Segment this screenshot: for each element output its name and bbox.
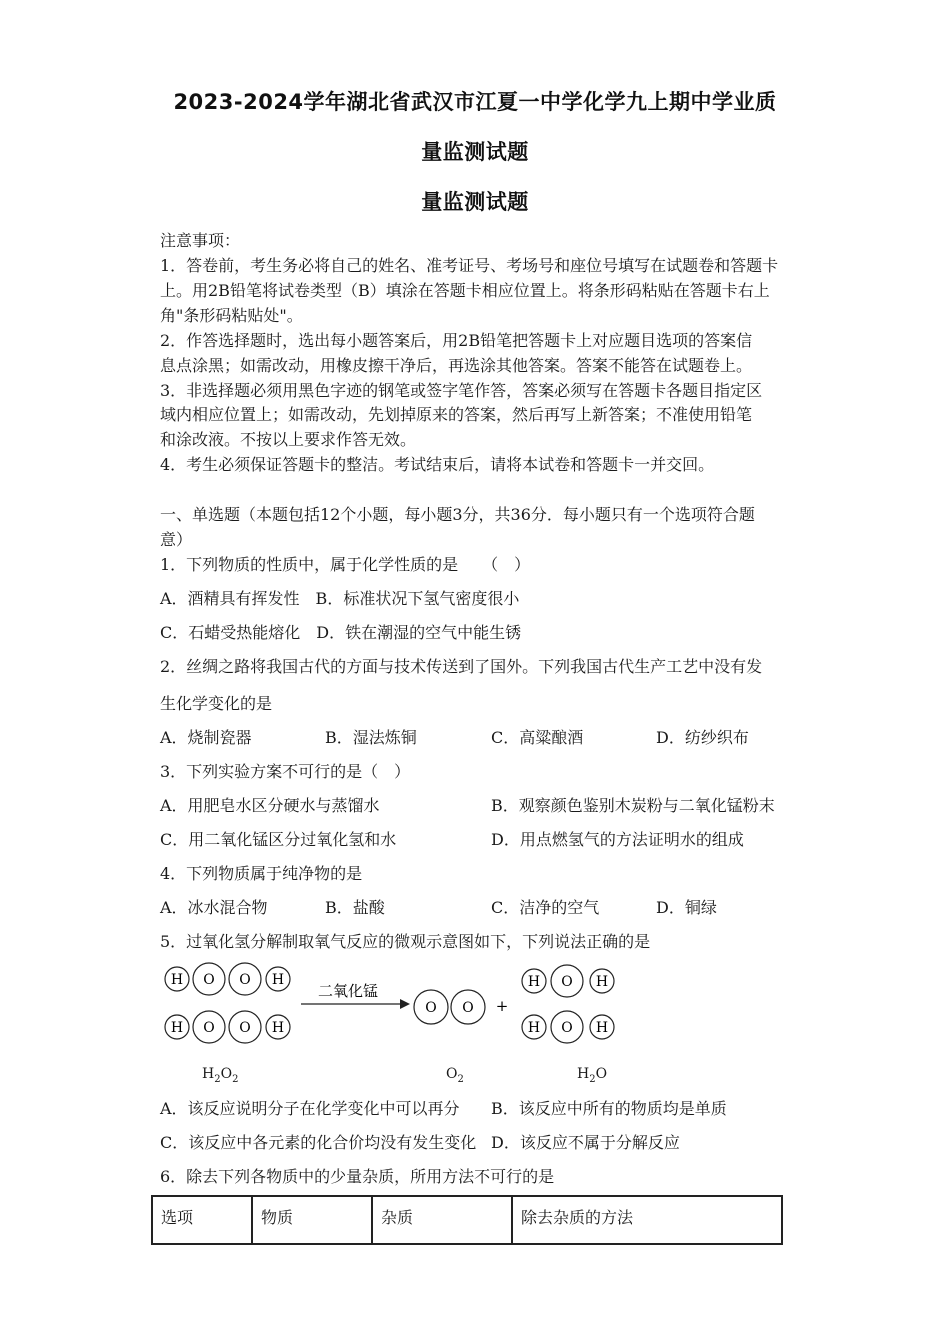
notice-line: 4．考生必须保证答题卡的整洁。考试结束后，请将本试卷和答题卡一并交回。 (160, 455, 715, 474)
notice-line: 域内相应位置上；如需改动，先划掉原来的答案，然后再写上新答案；不准使用铅笔 (160, 405, 753, 424)
section-heading-line-2: 意） (160, 530, 193, 549)
question-5-option-c: C．该反应中各元素的化合价均没有发生变化 (160, 1133, 477, 1152)
question-6-stem: 6．除去下列各物质中的少量杂质，所用方法不可行的是 (160, 1167, 555, 1186)
table-header-cell: 物质 (252, 1196, 372, 1244)
question-4-option-c: C．洁净的空气 (491, 898, 600, 917)
question-3-option-b: B．观察颜色鉴别木炭粉与二氧化锰粉末 (491, 796, 775, 815)
atom-symbol: O (203, 1020, 215, 1036)
formula-h2o2: $H_2O_2$ (202, 1066, 239, 1085)
question-2-option-a: A．烧制瓷器 (160, 728, 252, 747)
table-header-cell: 除去杂质的方法 (512, 1196, 782, 1244)
atom-symbol: H (527, 1020, 541, 1036)
question-1-options-row-2: C．石蜡受热能熔化 D．铁在潮湿的空气中能生锈 (160, 623, 522, 642)
atom-symbol: H (271, 1020, 285, 1036)
h2o2-molecule (165, 963, 290, 995)
impurity-table (151, 1195, 783, 1245)
atom-symbol: H (271, 972, 285, 988)
table-header-cell: 选项 (152, 1196, 252, 1244)
h2o-molecule (522, 1011, 614, 1043)
question-3-stem: 3．下列实验方案不可行的是（ ） (160, 762, 411, 781)
atom-symbol: O (203, 972, 215, 988)
notice-line: 1．答卷前，考生务必将自己的姓名、准考证号、考场号和座位号填写在试题卷和答题卡 (160, 256, 779, 275)
question-1-stem: 1．下列物质的性质中，属于化学性质的是 （ ） (160, 555, 531, 574)
question-4-option-b: B．盐酸 (325, 898, 385, 917)
catalyst-label: 二氧化锰 (317, 982, 379, 1000)
notice-line: 角"条形码粘贴处"。 (160, 306, 303, 325)
formula-h2o: $H_2O$ (577, 1066, 608, 1085)
atom-symbol: H (170, 1020, 184, 1036)
question-2-option-d: D．纺纱织布 (656, 728, 749, 747)
question-5-stem: 5．过氧化氢分解制取氧气反应的微观示意图如下，下列说法正确的是 (160, 932, 651, 951)
question-2-option-c: C．高粱酿酒 (491, 728, 584, 747)
question-3-option-d: D．用点燃氢气的方法证明水的组成 (491, 830, 744, 849)
question-3-option-a: A．用肥皂水区分硬水与蒸馏水 (160, 796, 380, 815)
notice-line: 息点涂黑；如需改动，用橡皮擦干净后，再选涂其他答案。答案不能答在试题卷上。 (160, 356, 753, 375)
atom-symbol: O (239, 972, 251, 988)
atom-symbol: H (595, 1020, 609, 1036)
o2-molecule (414, 990, 485, 1024)
atom-symbol: H (170, 972, 184, 988)
question-5-option-b: B．该反应中所有的物质均是单质 (491, 1099, 727, 1118)
table-header-row (152, 1196, 782, 1244)
atom-symbol: H (527, 974, 541, 990)
notice-heading: 注意事项： (160, 231, 241, 250)
atom-symbol: O (561, 1020, 573, 1036)
notice-line: 2．作答选择题时，选出每小题答案后，用2B铅笔把答题卡上对应题目选项的答案信 (160, 331, 753, 350)
question-4-option-d: D．铜绿 (656, 898, 717, 917)
formula-o2: $O_2$ (446, 1066, 464, 1085)
atom-symbol: O (425, 1000, 437, 1016)
page-title-line-1: 2023-2024学年湖北省武汉市江夏一中学化学九上期中学业质 (173, 90, 777, 114)
notice-line: 和涂改液。不按以上要求作答无效。 (160, 430, 417, 449)
atom-symbol: H (595, 974, 609, 990)
question-3-option-c: C．用二氧化锰区分过氧化氢和水 (160, 830, 397, 849)
page-title-line-3: 量监测试题 (421, 190, 529, 214)
question-5-option-a: A．该反应说明分子在化学变化中可以再分 (160, 1099, 460, 1118)
question-2-stem-line-1: 2．丝绸之路将我国古代的方面与技术传送到了国外。下列我国古代生产工艺中没有发 (160, 657, 763, 676)
atom-symbol: O (239, 1020, 251, 1036)
plus-sign: + (495, 997, 509, 1015)
h2o-molecule (522, 965, 614, 997)
page-title-line-2: 量监测试题 (421, 140, 529, 164)
section-heading-line-1: 一、单选题（本题包括12个小题，每小题3分，共36分．每小题只有一个选项符合题 (160, 505, 755, 524)
question-5-option-d: D．该反应不属于分解反应 (491, 1133, 680, 1152)
question-2-option-b: B．湿法炼铜 (325, 728, 417, 747)
h2o2-molecule (165, 1011, 290, 1043)
question-4-option-a: A．冰水混合物 (160, 898, 268, 917)
question-2-stem-line-2: 生化学变化的是 (160, 694, 273, 713)
question-1-options-row-1: A．酒精具有挥发性 B．标准状况下氢气密度很小 (160, 589, 520, 608)
question-4-stem: 4．下列物质属于纯净物的是 (160, 864, 363, 883)
notice-line: 3．非选择题必须用黑色字迹的钢笔或签字笔作答，答案必须写在答题卡各题目指定区 (160, 381, 763, 400)
arrow-head-icon (400, 999, 410, 1009)
table-header-cell: 杂质 (372, 1196, 512, 1244)
atom-symbol: O (561, 974, 573, 990)
notice-line: 上。用2B铅笔将试卷类型（B）填涂在答题卡相应位置上。将条形码粘贴在答题卡右上 (160, 281, 770, 300)
atom-symbol: O (462, 1000, 474, 1016)
reaction-diagram (158, 958, 628, 1048)
